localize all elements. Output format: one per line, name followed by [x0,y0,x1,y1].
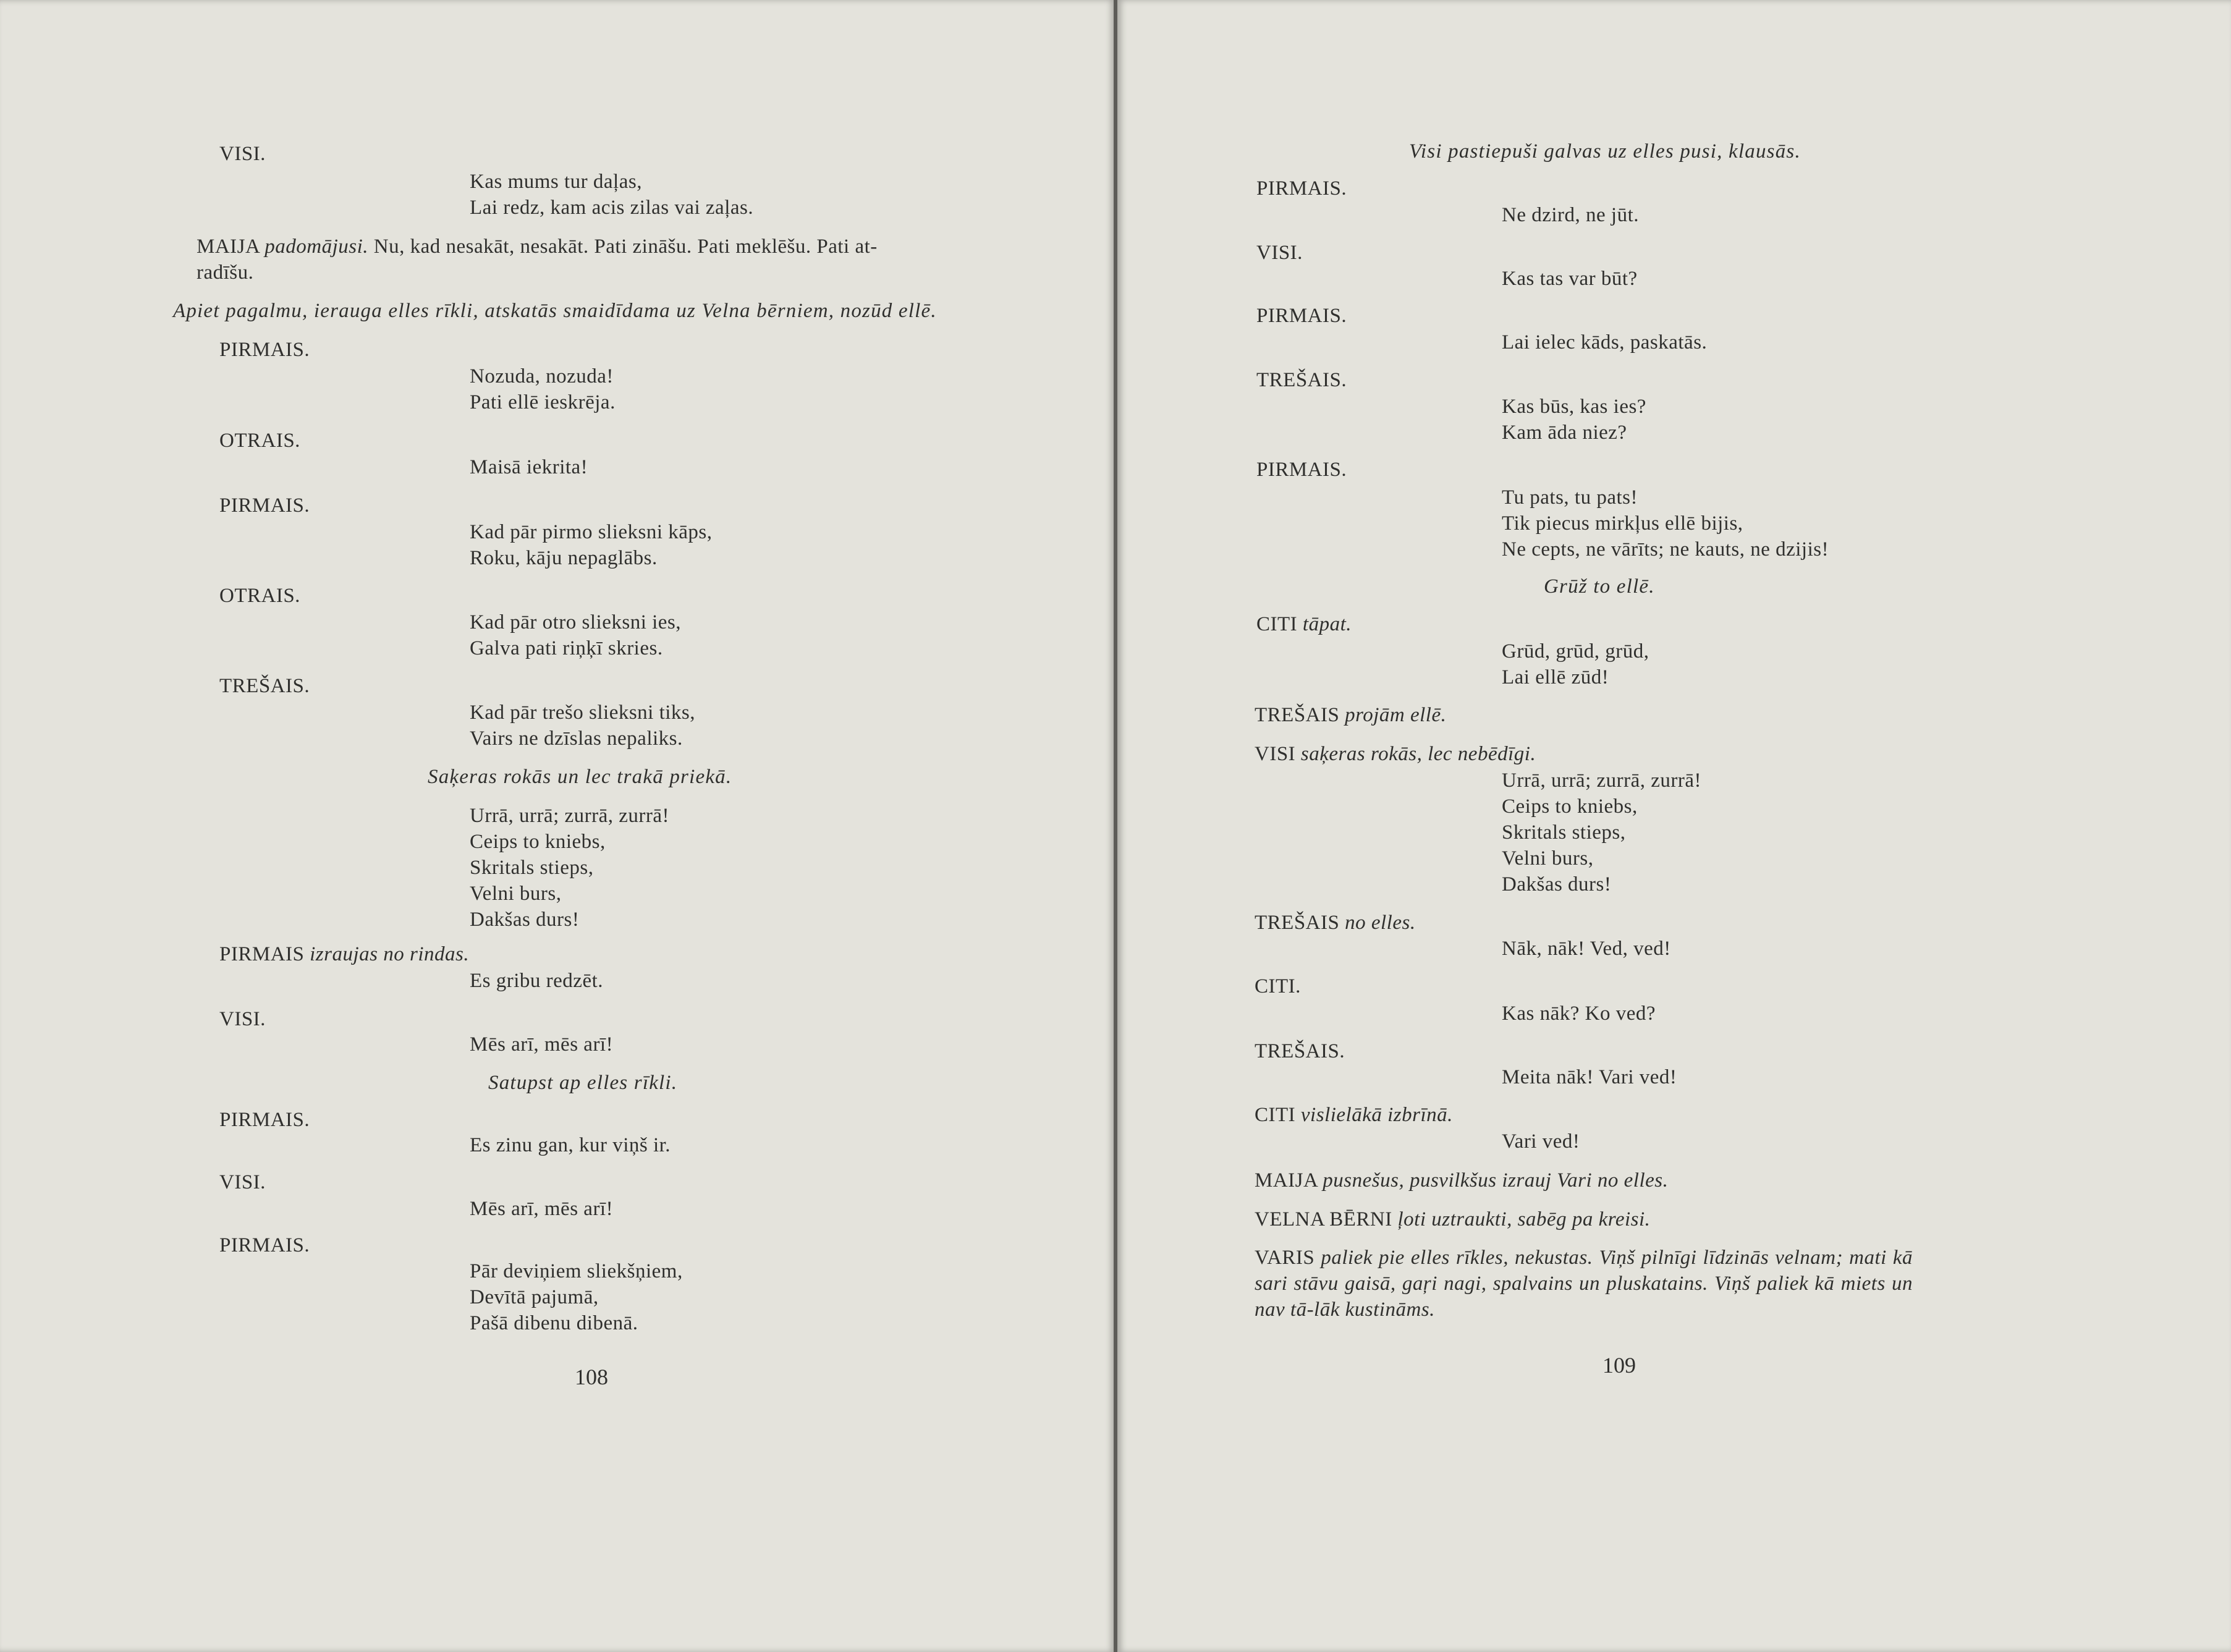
verse-line: Mēs arī, mēs arī! [470,1198,614,1220]
speaker-label: PIRMAIS. [219,1109,310,1131]
stage-direction: Saķeras rokās un lec trakā priekā. [428,766,732,788]
verse-line: Kas mums tur daļas, [470,171,642,193]
verse-line: Pašā dibenu dibenā. [470,1312,638,1334]
page-number: 108 [575,1365,608,1389]
verse-line: Maisā iekrita! [470,456,588,478]
speaker-with-direction [1255,910,1416,936]
verse-lines [470,700,695,752]
verse-lines [1502,1064,1677,1090]
stage-direction: pusnešus, pusvilkšus izrauj Vari no elles. [1323,1169,1669,1192]
verse-line: Vari ved! [1502,1130,1580,1153]
verse-lines [470,968,603,994]
verse-line: Dakšas durs! [470,909,580,931]
speaker-with-direction [219,941,469,967]
verse-line: Pati ellē ieskrēja. [470,391,616,413]
stage-direction: tāpat. [1302,613,1352,635]
speaker-label: CITI [1256,613,1298,635]
verse-line: Velni burs, [1502,847,1594,870]
verse-line: Ne dzird, ne jūt. [1502,204,1640,226]
speaker-label: PIRMAIS. [219,339,310,361]
verse-line: Galva pati riņķī skries. [470,637,663,659]
verse-line: Velni burs, [470,883,562,905]
verse-line: Ne cepts, ne vārīts; ne kauts, ne dzijis! [1502,538,1829,561]
verse-lines [1502,936,1671,962]
verse-line: Ceips to kniebs, [470,831,606,853]
verse-lines [1502,329,1707,355]
verse-line: Grūd, grūd, grūd, [1502,640,1649,663]
speaker-label: MAIJA [197,235,260,258]
verse-lines [1502,266,1638,292]
speaker-with-direction [1255,1102,1453,1128]
stage-direction: projām ellē. [1345,704,1447,726]
verse-lines [1502,768,1701,897]
speaker-label: TREŠAIS [1255,912,1340,934]
verse-line: Nāk, nāk! Ved, ved! [1502,938,1671,960]
stage-direction: Satupst ap elles rīkli. [488,1072,678,1094]
stage-direction: Visi pastiepuši galvas uz elles pusi, klausās. [1409,140,1801,163]
speaker-label: VISI. [219,1008,266,1030]
speaker-label: VISI. [219,1171,266,1193]
verse-lines [470,169,753,221]
speaker-label: MAIJA [1255,1169,1318,1192]
page-108 [0,0,1115,1652]
verse-line: Meita nāk! Vari ved! [1502,1066,1677,1088]
speaker-label: VISI. [1256,242,1303,264]
verse-line: Kad pār pirmo slieksni kāps, [470,521,713,543]
verse-line: Nozuda, nozuda! [470,365,614,388]
speaker-with-direction [1255,1167,1668,1193]
verse-lines [1502,485,1829,562]
speaker-label: PIRMAIS. [219,494,310,517]
verse-line: Devītā pajumā, [470,1286,599,1308]
verse-line: Skritals stieps, [1502,821,1626,844]
speaker-label: PIRMAIS. [1256,459,1347,481]
verse-lines [470,1258,683,1336]
stage-direction: no elles. [1345,912,1416,934]
verse-lines [470,803,669,933]
verse-line: Skritals stieps, [470,857,594,879]
stage-direction: Apiet pagalmu, ierauga elles rīkli, atskatās smaidīdama uz Velna bērniem, nozūd ellē. [173,300,937,322]
speaker-label: CITI [1255,1104,1296,1126]
speech-text: radīšu. [197,261,254,284]
speech-text: Nu, kad nesakāt, nesakāt. Pati zināšu. Pati meklēšu. Pati at- [373,235,878,258]
speaker-label: OTRAIS. [219,430,300,452]
speaker-label: VISI. [219,143,266,165]
speaker-label: VISI [1255,743,1296,765]
speaker-label: TREŠAIS. [1256,369,1347,391]
speaker-with-direction [1255,702,1446,728]
verse-lines [470,1031,613,1057]
verse-lines [470,454,588,480]
verse-line: Lai ellē zūd! [1502,666,1609,688]
verse-lines [470,1196,613,1222]
verse-line: Urrā, urrā; zurrā, zurrā! [1502,769,1702,792]
verse-line: Ceips to kniebs, [1502,795,1638,818]
verse-line: Pār deviņiem sliekšņiem, [470,1260,683,1282]
verse-line: Lai redz, kam acis zilas vai zaļas. [470,197,754,219]
verse-line: Es zinu gan, kur viņš ir. [470,1134,671,1156]
verse-line: Kas nāk? Ko ved? [1502,1002,1656,1025]
stage-direction: izraujas no rindas. [310,943,470,965]
verse-line: Kam āda niez? [1502,421,1627,444]
speaker-label: VELNA BĒRNI [1255,1208,1392,1231]
stage-direction: paliek pie elles rīkles, nekustas. Viņš pilnīgi līdzinās velnam; mati kā sari stāvu gaisā, gaŗi nagi, spalvains un pluskatains. Viņš paliek kā miets un nav tā-lāk kustināms. [1255,1247,1913,1321]
stage-direction: vislielākā izbrīnā. [1300,1104,1453,1126]
verse-line: Kas būs, kas ies? [1502,396,1646,418]
verse-line: Urrā, urrā; zurrā, zurrā! [470,805,670,827]
speaker-label: TREŠAIS. [219,675,310,697]
stage-direction: padomājusi. [265,235,369,258]
verse-line: Kad pār otro slieksni ies, [470,611,682,633]
verse-line: Vairs ne dzīslas nepaliks. [470,727,683,750]
verse-lines [1502,394,1646,446]
verse-lines [1502,1129,1580,1154]
speech-varis [1255,1245,1913,1323]
speaker-label: PIRMAIS. [219,1234,310,1256]
verse-lines [470,1132,671,1158]
speaker-label: PIRMAIS. [1256,177,1347,200]
verse-lines [1502,1001,1656,1027]
verse-lines [470,609,681,661]
verse-lines [1502,638,1649,690]
verse-line: Mēs arī, mēs arī! [470,1033,614,1056]
speaker-with-direction [1256,611,1352,637]
stage-direction: saķeras rokās, lec nebēdīgi. [1300,743,1536,765]
speaker-label: TREŠAIS. [1255,1040,1345,1062]
speaker-label: VARIS [1255,1247,1315,1269]
verse-line: Es gribu redzēt. [470,970,604,992]
speaker-label: CITI. [1255,975,1301,998]
verse-line: Kad pār trešo slieksni tiks, [470,701,696,724]
verse-line: Kas tas var būt? [1502,268,1638,290]
stage-direction: Grūž to ellē. [1544,575,1655,598]
speaker-label: PIRMAIS [219,943,305,965]
verse-lines [470,363,616,415]
speaker-label: PIRMAIS. [1256,305,1347,327]
verse-lines [1502,202,1639,228]
speaker-with-direction [1255,741,1536,767]
page-number: 109 [1602,1353,1636,1378]
verse-line: Roku, kāju nepaglābs. [470,547,658,569]
verse-line: Lai ielec kāds, paskatās. [1502,331,1708,354]
verse-line: Tik piecus mirkļus ellē bijis, [1502,512,1743,535]
speaker-label: TREŠAIS [1255,704,1340,726]
verse-lines [470,519,713,571]
page-109 [1117,0,2231,1652]
speaker-label: OTRAIS. [219,585,300,607]
speech-maija [197,234,1000,286]
verse-line: Tu pats, tu pats! [1502,486,1638,509]
speaker-with-direction [1255,1206,1650,1232]
verse-line: Dakšas durs! [1502,873,1612,896]
stage-direction: ļoti uztraukti, sabēg pa kreisi. [1397,1208,1651,1231]
